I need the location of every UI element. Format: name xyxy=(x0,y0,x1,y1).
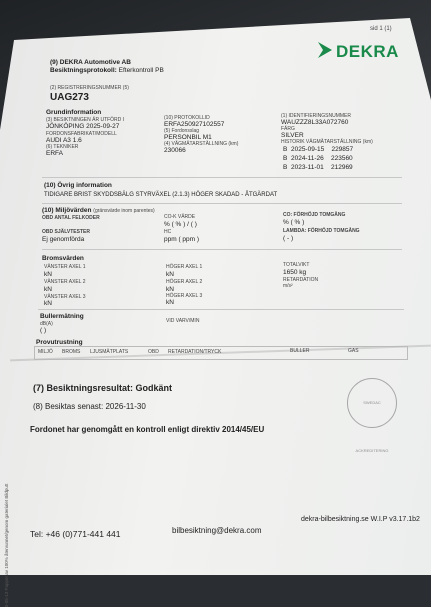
brake-va3-label: VÄNSTER AXEL 3 xyxy=(44,294,86,300)
miljo-subtitle: (gränsvärde inom parentes) xyxy=(93,208,155,214)
total-weight-value: 1650 kg xyxy=(283,269,307,276)
grund-right-1: WAUZZZ8L33A072760 xyxy=(281,119,349,126)
miljo-title: (10) Miljövärden xyxy=(42,207,92,214)
regnr-label: (2) REGISTRERINGSNUMMER (5) xyxy=(50,85,129,91)
grund-left-5: ERFA xyxy=(46,150,63,157)
prov-col: BULLER xyxy=(290,348,310,354)
total-weight-label: TOTALVIKT xyxy=(283,262,310,268)
hc-value: ppm ( ppm ) xyxy=(164,236,200,243)
obd-tested-value: Ej genomförda xyxy=(42,236,85,243)
prov-title: Provutrustning xyxy=(36,339,83,346)
grund-right-3: SILVER xyxy=(281,132,304,139)
history-row xyxy=(283,165,353,172)
brake-va1-label: VÄNSTER AXEL 1 xyxy=(44,264,86,270)
protocol-line xyxy=(50,68,164,75)
buller-unit: dB(A) xyxy=(40,321,53,327)
buller-value: ( ) xyxy=(40,327,47,334)
lambda-label: LAMBDA: FÖRHÖJD TOMGÅNG xyxy=(283,228,360,234)
lambda-value: ( - ) xyxy=(283,235,294,242)
history-row xyxy=(283,147,353,154)
grund-left-2: FORDONSFABRIKAT/MODELL xyxy=(46,131,117,137)
next-inspection: (8) Besiktas senast: 2026-11-30 xyxy=(33,402,146,411)
ovrig-text: TIDIGARE BRIST SKYDDSBÄLG STYRVÄXEL (2.1.3) HÖGER SKADAD - ÅTGÄRDAT xyxy=(44,192,278,198)
prov-col: OBD xyxy=(148,349,159,355)
dekra-logo-text: DEKRA xyxy=(336,42,399,61)
ovrig-title: (10) Övrig information xyxy=(44,182,112,189)
footer-phone: Tel: +46 (0)771-441 441 xyxy=(30,529,121,539)
grund-mid-1: ERFA250927102557 xyxy=(164,121,225,128)
obd-tested-label: OBD SJÄLVTESTER xyxy=(42,229,90,235)
history-km: 223560 xyxy=(330,155,353,162)
result-label: (7) Besiktningsresultat: xyxy=(33,383,134,393)
result-line xyxy=(33,384,172,393)
grund-right-2: FÄRG xyxy=(281,126,295,132)
brake-va1-unit: kN xyxy=(44,271,52,278)
divider xyxy=(38,309,404,310)
protocol-label: Besiktningsprotokoll: xyxy=(50,67,117,74)
grund-left-4: (6) TEKNIKER xyxy=(46,144,79,150)
grund-right-0: (1) IDENTIFIERINGSNUMMER xyxy=(281,113,351,119)
divider xyxy=(42,203,402,204)
side-vertical-text: 0-05-13 Papper av 100% återvunnet/genom gaterialet Bildputt xyxy=(3,483,9,607)
prov-col: LJUSMÄTPLATS xyxy=(90,349,129,355)
buller-title: Bullermätning xyxy=(40,313,84,320)
grund-left-3: AUDI A3 1.6 xyxy=(46,137,82,144)
prov-col: BROMS xyxy=(62,349,81,355)
hc-label: HC xyxy=(164,229,172,235)
brom-title: Bromsvärden xyxy=(42,255,84,262)
divider xyxy=(42,177,402,178)
grund-mid-0: (10) PROTOKOLLID xyxy=(164,115,210,121)
protocol-value: Efterkontroll PB xyxy=(118,67,164,74)
brake-va3-unit: kN xyxy=(44,300,52,307)
footer-web: dekra-bilbesiktning.se xyxy=(301,516,369,523)
history-date: 2024-11-26 xyxy=(290,155,324,162)
grund-right-4: HISTORIK VÄGMÄTARSTÄLLNING (km) xyxy=(281,139,373,145)
brake-va2-unit: kN xyxy=(44,286,52,293)
history-b: B xyxy=(283,164,288,171)
retardation-label: RETARDATION xyxy=(283,277,319,283)
grund-left-1: JÖNKÖPING 2025-09-27 xyxy=(46,123,120,130)
brake-ha2-unit: kN xyxy=(166,286,174,293)
co-value: % ( % ) / ( ) xyxy=(164,221,197,228)
co-high-value: % ( % ) xyxy=(283,219,305,226)
grund-mid-4: (4) VÄGMÄTARSTÄLLNING (km) xyxy=(164,141,239,147)
brake-ha3-label: HÖGER AXEL 3 xyxy=(166,293,203,299)
swedac-seal-icon: SWEDAC ACKREDITERING xyxy=(347,378,397,428)
buller-vid-label: VID VARV/MIN xyxy=(166,318,200,324)
brake-ha1-label: HÖGER AXEL 1 xyxy=(166,264,203,270)
grund-mid-2: (5) Fordonsslag xyxy=(164,128,200,134)
obd-label: OBD ANTAL FELKODER xyxy=(42,215,100,221)
grund-mid-3: PERSONBIL M1 xyxy=(164,134,212,141)
prov-col: MILJÖ xyxy=(38,349,53,355)
miljo-heading xyxy=(42,208,155,215)
divider xyxy=(42,249,402,250)
prov-col: GAS xyxy=(348,348,359,354)
footer-web-line xyxy=(301,516,420,523)
footer-version: W.I.P v3.17.1b2 xyxy=(370,516,420,523)
registration-number: UAG273 xyxy=(50,92,89,103)
history-row xyxy=(283,156,353,163)
history-date: 2023-11-01 xyxy=(290,164,324,171)
grund-title: Grundinformation xyxy=(46,109,102,116)
co-high-label: CO: FÖRHÖJD TOMGÅNG xyxy=(283,212,346,218)
history-b: B xyxy=(283,155,288,162)
history-km: 229857 xyxy=(331,146,354,153)
brake-ha3-unit: kN xyxy=(166,299,174,306)
directive-text: Fordonet har genomgått en kontroll enligt direktiv 2014/45/EU xyxy=(30,425,265,434)
brake-ha1-unit: kN xyxy=(166,271,174,278)
co-label: CO-K VÄRDE xyxy=(164,214,196,220)
dekra-logo-icon xyxy=(318,42,332,58)
footer-email: bilbesiktning@dekra.com xyxy=(172,526,262,535)
grund-left-0: (3) BESIKTNINGEN ÄR UTFÖRD I xyxy=(46,117,125,123)
page-number: sid 1 (1) xyxy=(370,26,392,32)
prov-col: RETARDATION/TRYCK xyxy=(168,349,222,355)
history-date: 2025-09-15 xyxy=(290,146,325,153)
company-name: (9) DEKRA Automotive AB xyxy=(50,59,131,66)
grund-mid-5: 230066 xyxy=(164,147,186,154)
history-km: 212969 xyxy=(330,164,353,171)
result-value: Godkänt xyxy=(135,383,173,393)
retardation-unit: m/s² xyxy=(283,283,293,289)
brake-va2-label: VÄNSTER AXEL 2 xyxy=(44,279,86,285)
brake-ha2-label: HÖGER AXEL 2 xyxy=(166,279,203,285)
history-b: B xyxy=(283,146,288,153)
